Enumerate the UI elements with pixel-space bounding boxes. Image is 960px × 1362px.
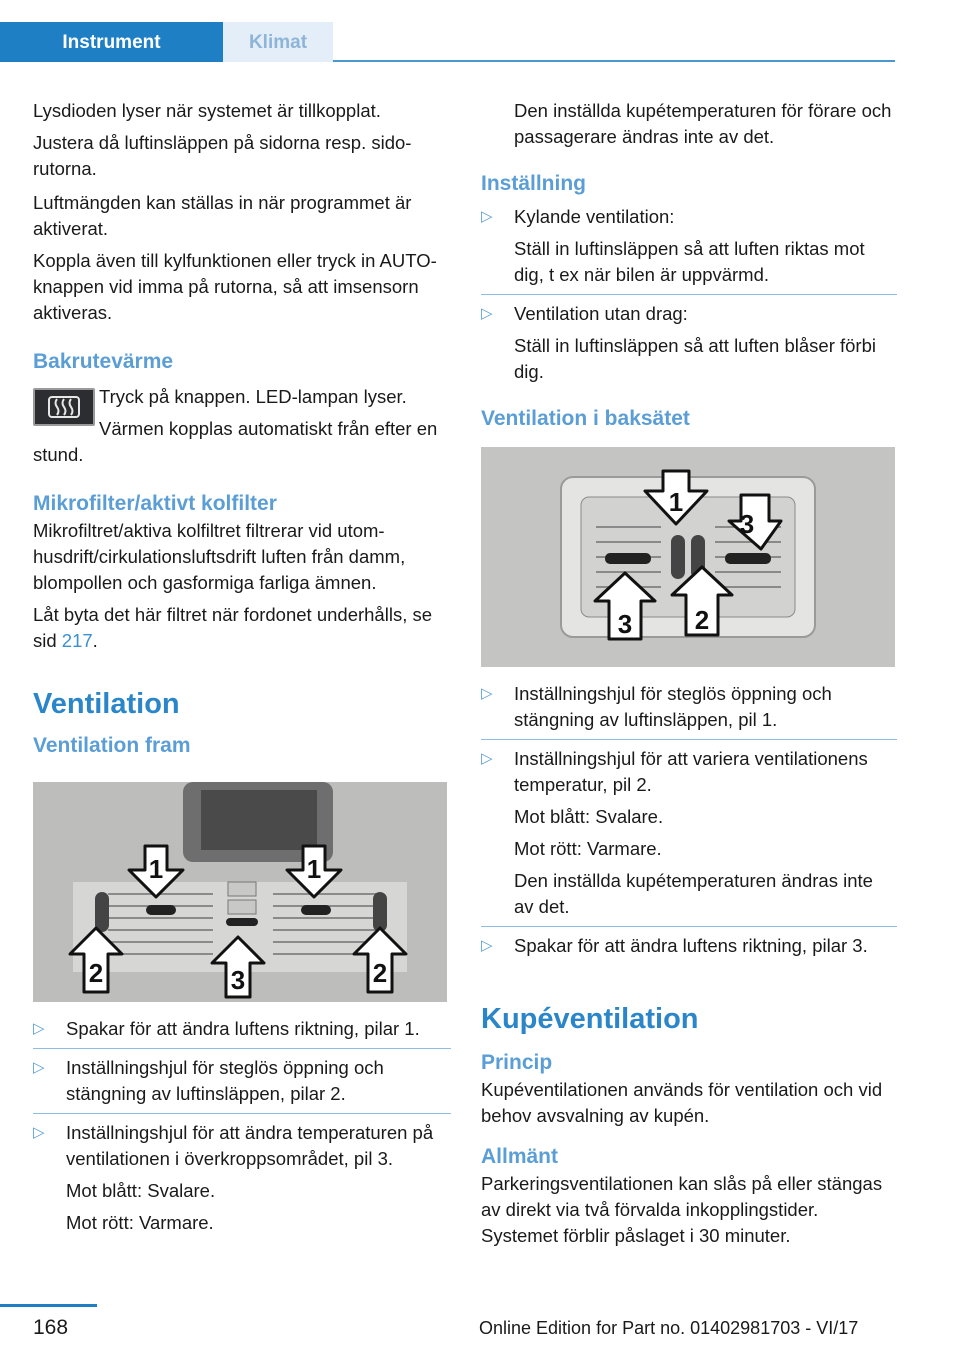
list-item <box>481 681 897 733</box>
left-column <box>33 98 451 1236</box>
front-vent-list <box>33 1016 451 1236</box>
front-vents-figure <box>33 782 447 1002</box>
divider <box>481 739 897 740</box>
paragraph: Värmen kopplas automatiskt från efter en stund. <box>33 418 438 465</box>
paragraph: Mikrofiltret/aktiva kolfiltret filtrerar vid utomhusdrift/cirkulationsluftsdrift luften från damm, blompollen och gasformiga farliga ämnen. <box>33 520 406 593</box>
list-item-text: Kylande ventilation: <box>514 206 675 227</box>
paragraph: Den inställda kupétemperaturen för förare och passagerare ändras inte av det. <box>514 100 892 147</box>
tab-instrument[interactable]: Instrument <box>0 22 223 62</box>
list-subtext: Ställ in luftinsläppen så att luften riktas mot dig, t ex när bilen är uppvärmd. <box>514 238 865 285</box>
list-subtext: Mot rött: Varmare. <box>514 838 662 859</box>
list-item-text: Spakar för att ändra luftens riktning, pilar 1. <box>66 1018 420 1039</box>
heading-installning: Inställning <box>481 172 586 195</box>
paragraph: Justera då luftinsläppen på sidorna resp. sidorutorna. <box>33 132 412 179</box>
list-item <box>481 301 897 385</box>
list-item <box>33 1016 451 1042</box>
paragraph: Kupéventilationen används för ventilation och vid behov avsvalning av kupén. <box>481 1079 883 1126</box>
heading-ventilation-fram: Ventilation fram <box>33 734 191 757</box>
defrost-section <box>33 384 451 468</box>
heading-kupeventilation: Kupéventilation <box>481 1003 699 1035</box>
triangle-bullet-icon: ▷ <box>33 1124 45 1141</box>
paragraph: Parkeringsventilationen kan slås på eller stängas av direkt via två förvalda inkopplingstider. Systemet förblir påslaget i 30 minuter. <box>481 1173 883 1246</box>
paragraph: Luftmängden kan ställas in när programmet är aktiverat. <box>33 192 412 239</box>
paragraph: Tryck på knappen. LED-lampan lyser. <box>99 386 407 407</box>
page-number: 168 <box>33 1316 69 1339</box>
heading-princip: Princip <box>481 1051 553 1074</box>
callout-label: 1 <box>306 854 322 884</box>
text: . <box>92 630 98 651</box>
callout-label: 1 <box>148 854 164 884</box>
triangle-bullet-icon: ▷ <box>481 750 493 767</box>
paragraph: Koppla även till kylfunktionen eller tryck in AUTO-knappen vid imma på rutorna, så att imsensorn aktiveras. <box>33 250 437 323</box>
list-subtext: Den inställda kupétemperaturen ändras inte av det. <box>514 870 873 917</box>
list-item <box>481 204 897 288</box>
heading-ventilation-baksatet: Ventilation i baksätet <box>481 407 690 430</box>
heading-allmant: Allmänt <box>481 1145 559 1168</box>
triangle-bullet-icon: ▷ <box>33 1020 45 1037</box>
list-subtext: Mot rött: Varmare. <box>66 1212 214 1233</box>
callout-label: 3 <box>617 609 633 639</box>
installning-list <box>481 204 897 385</box>
chapter-tabs <box>0 22 895 62</box>
list-item <box>481 933 897 959</box>
divider <box>481 294 897 295</box>
heading-bakrutevarme: Bakrutevärme <box>33 350 174 373</box>
callout-label: 3 <box>230 965 246 995</box>
text: Låt byta det här filtret när fordonet underhålls, se sid <box>33 604 433 651</box>
list-item <box>33 1120 451 1236</box>
callout-label: 2 <box>694 605 710 635</box>
list-subtext: Mot blått: Svalare. <box>66 1180 216 1201</box>
rear-vent-list <box>481 681 897 959</box>
paragraph <box>33 602 451 654</box>
divider <box>33 1048 451 1049</box>
list-item-text: Inställningshjul för att ändra temperaturen på ventilationen i överkroppsområdet, pil 3. <box>66 1122 434 1169</box>
paragraph: Lysdioden lyser när systemet är tillkopplat. <box>33 100 381 121</box>
rear-vents-figure <box>481 447 895 667</box>
triangle-bullet-icon: ▷ <box>481 937 493 954</box>
triangle-bullet-icon: ▷ <box>481 208 493 225</box>
rear-window-defrost-icon <box>33 388 95 426</box>
divider <box>33 1113 451 1114</box>
triangle-bullet-icon: ▷ <box>33 1059 45 1076</box>
callout-label: 2 <box>88 958 104 988</box>
callout-label: 1 <box>668 487 684 517</box>
page-link[interactable]: 217 <box>61 630 93 651</box>
edition-note: Online Edition for Part no. 01402981703 - VI/17 <box>479 1318 859 1338</box>
heading-mikrofilter: Mikrofilter/aktivt kolfilter <box>33 492 277 515</box>
callout-label: 2 <box>372 958 388 988</box>
list-item-text: Inställningshjul för steglös öppning och stängning av luftinsläppen, pilar 2. <box>66 1057 384 1104</box>
list-item <box>481 746 897 920</box>
list-item-text: Spakar för att ändra luftens riktning, pilar 3. <box>514 935 868 956</box>
right-column <box>481 98 897 1249</box>
triangle-bullet-icon: ▷ <box>481 305 493 322</box>
list-item <box>33 1055 451 1107</box>
list-item-text: Ventilation utan drag: <box>514 303 688 324</box>
callout-label: 3 <box>739 509 755 539</box>
heading-ventilation: Ventilation <box>33 688 180 720</box>
triangle-bullet-icon: ▷ <box>481 685 493 702</box>
list-subtext: Ställ in luftinsläppen så att luften blåser förbi dig. <box>514 335 876 382</box>
list-item-text: Inställningshjul för att variera ventilationens temperatur, pil 2. <box>514 748 868 795</box>
tab-klimat[interactable]: Klimat <box>223 22 333 62</box>
list-subtext: Mot blått: Svalare. <box>514 806 664 827</box>
footer-rule <box>0 1304 97 1307</box>
list-item-text: Inställningshjul för steglös öppning och stängning av luftinsläppen, pil 1. <box>514 683 832 730</box>
divider <box>481 926 897 927</box>
